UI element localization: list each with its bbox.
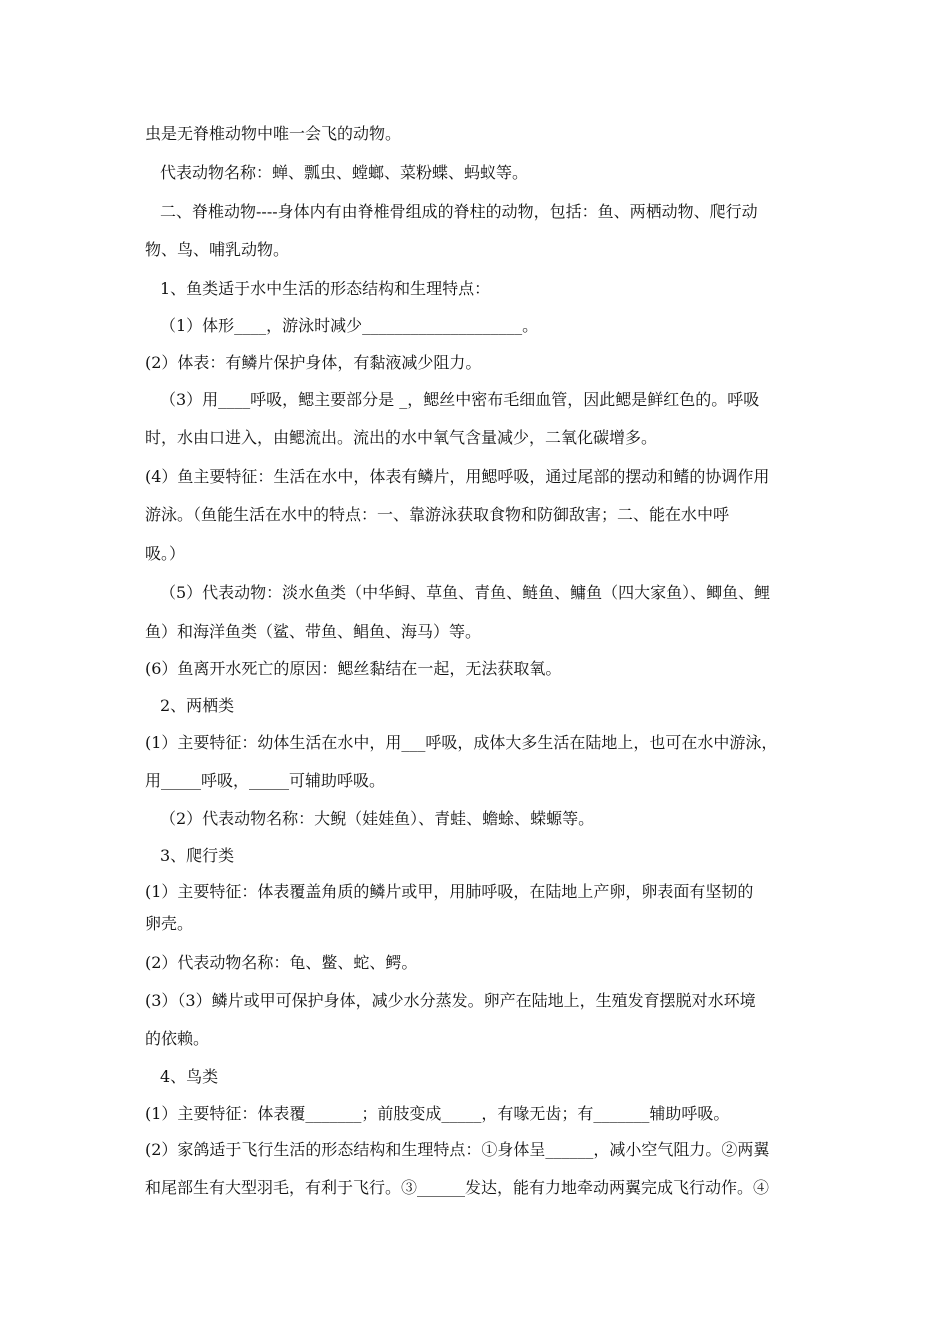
text-line: （1）体形____，游泳时减少____________________。 — [160, 316, 539, 335]
text-line: (2）体表：有鳞片保护身体，有黏液减少阻力。 — [145, 353, 482, 372]
text-line: (2）家鸽适于飞行生活的形态结构和生理特点：①身体呈______，减小空气阻力。②两翼 — [145, 1140, 770, 1159]
text-line: （2）代表动物名称：大鲵（娃娃鱼）、青蛙、蟾蜍、蝾螈等。 — [160, 809, 595, 828]
text-line: 代表动物名称：蝉、瓢虫、螳螂、菜粉蝶、蚂蚁等。 — [160, 163, 529, 182]
text-line: (4）鱼主要特征：生活在水中，体表有鳞片，用鳃呼吸，通过尾部的摆动和鳍的协调作用 — [145, 467, 770, 486]
text-line: (6）鱼离开水死亡的原因：鳃丝黏结在一起，无法获取氧。 — [145, 659, 562, 678]
text-line: (3）（3）鳞片或甲可保护身体，减少水分蒸发。卵产在陆地上，生殖发育摆脱对水环境 — [145, 991, 756, 1010]
text-line: 时，水由口进入，由鳃流出。流出的水中氧气含量减少，二氧化碳增多。 — [145, 428, 658, 447]
text-line: 二、脊椎动物----身体内有由脊椎骨组成的脊柱的动物，包括：鱼、两栖动物、爬行动 — [160, 202, 758, 221]
text-line: 吸。） — [145, 544, 186, 563]
text-line: （5）代表动物：淡水鱼类（中华鲟、草鱼、青鱼、鲢鱼、鳙鱼（四大家鱼）、鲫鱼、鲤 — [160, 583, 771, 602]
text-line: 虫是无脊椎动物中唯一会飞的动物。 — [145, 124, 402, 143]
text-line: 4、鸟类 — [160, 1067, 219, 1086]
text-line: （3）用____呼吸，鳃主要部分是 _，鳃丝中密布毛细血管，因此鳃是鲜红色的。呼吸 — [160, 390, 760, 409]
text-line: (2）代表动物名称：龟、鳖、蛇、鳄。 — [145, 953, 418, 972]
text-line: 物、鸟、哺乳动物。 — [145, 240, 290, 259]
text-line: 用_____呼吸，_____可辅助呼吸。 — [145, 771, 386, 790]
text-line: (1）主要特征：幼体生活在水中，用___呼吸，成体大多生活在陆地上，也可在水中游泳， — [145, 733, 778, 752]
text-line: 游泳。（鱼能生活在水中的特点：一、靠游泳获取食物和防御敌害；二、能在水中呼 — [145, 505, 730, 524]
text-line: 鱼）和海洋鱼类（鲨、带鱼、鲳鱼、海马）等。 — [145, 622, 482, 641]
text-line: 2、两栖类 — [160, 696, 235, 715]
text-line: (1）主要特征：体表覆_______；前肢变成_____，有喙无齿；有_______辅助呼吸。 — [145, 1104, 730, 1123]
text-line: 的依赖。 — [145, 1029, 210, 1048]
text-line: 1、鱼类适于水中生活的形态结构和生理特点： — [160, 279, 491, 298]
text-line: (1）主要特征：体表覆盖角质的鳞片或甲，用肺呼吸，在陆地上产卵，卵表面有坚韧的 — [145, 882, 754, 901]
text-line: 卵壳。 — [145, 914, 194, 933]
text-line: 和尾部生有大型羽毛，有利于飞行。③______发达，能有力地牵动两翼完成飞行动作。④ — [145, 1178, 770, 1197]
text-line: 3、爬行类 — [160, 846, 235, 865]
